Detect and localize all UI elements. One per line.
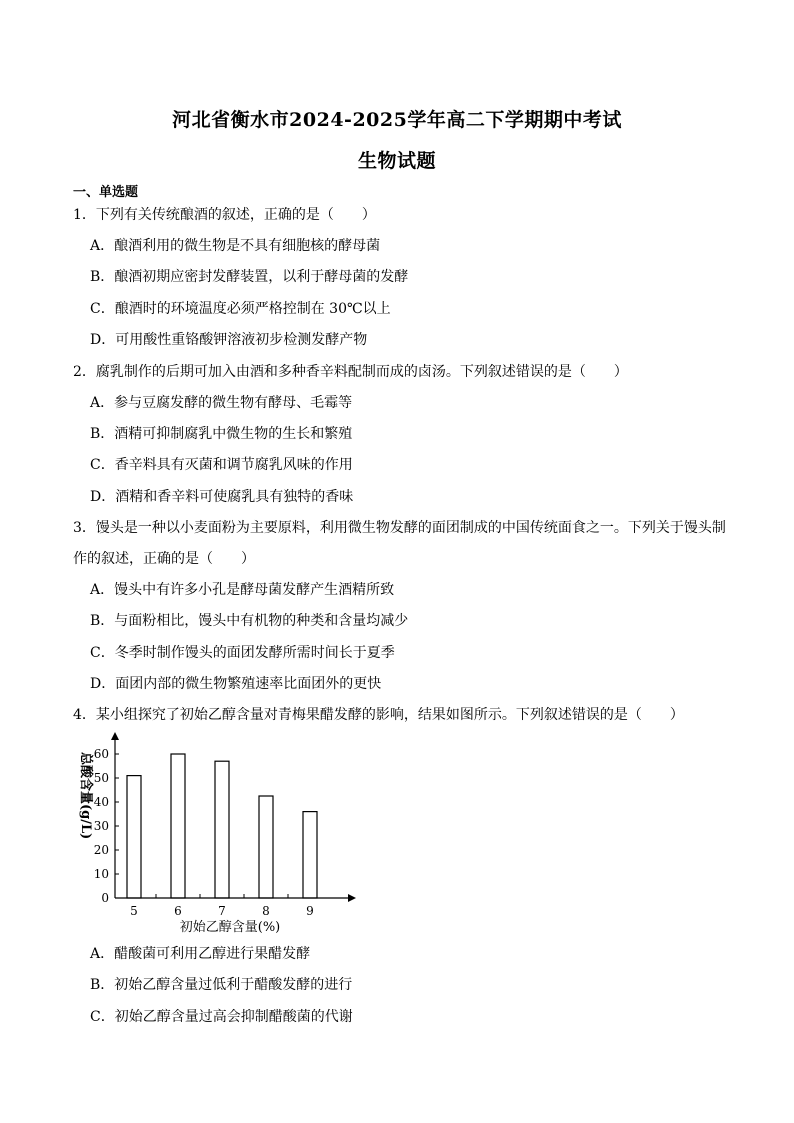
- y-tick-label: 30: [93, 819, 109, 833]
- question-3-stem-line-1: 3．馒头是一种以小麦面粉为主要原料，利用微生物发酵的面团制成的中国传统面食之一。下列关于馒头制: [73, 520, 726, 536]
- section-title: 一、单选题: [73, 185, 139, 200]
- question-2-option-a: A．参与豆腐发酵的微生物有酵母、毛霉等: [90, 395, 353, 411]
- question-2-option-d: D．酒精和香辛料可使腐乳具有独特的香味: [90, 489, 354, 505]
- page-subtitle: 生物试题: [357, 150, 436, 172]
- y-tick-label: 10: [93, 867, 109, 881]
- y-tick-label: 40: [93, 795, 109, 809]
- bar: [259, 796, 273, 898]
- question-2-option-c: C．香辛料具有灭菌和调节腐乳风味的作用: [90, 457, 353, 473]
- question-3-option-a: A．馒头中有许多小孔是酵母菌发酵产生酒精所致: [90, 582, 395, 598]
- question-1-option-a: A．酿酒利用的微生物是不具有细胞核的酵母菌: [90, 238, 381, 254]
- y-axis-label: 总酸含量(g/L): [78, 752, 93, 840]
- question-1-option-c: C．酿酒时的环境温度必须严格控制在 30℃以上: [90, 301, 391, 317]
- question-4-option-a: A．醋酸菌可利用乙醇进行果醋发酵: [90, 946, 311, 962]
- question-2-stem: 2．腐乳制作的后期可加入由酒和多种香辛料配制而成的卤汤。下列叙述错误的是（ ）: [73, 364, 628, 380]
- y-tick-label: 60: [93, 747, 109, 761]
- y-tick-label: 0: [101, 891, 109, 905]
- question-1-option-b: B．酿酒初期应密封发酵装置，以利于酵母菌的发酵: [90, 269, 409, 285]
- question-2-option-b: B．酒精可抑制腐乳中微生物的生长和繁殖: [90, 426, 353, 442]
- bar: [171, 754, 185, 898]
- question-3-option-c: C．冬季时制作馒头的面团发酵所需时间长于夏季: [90, 645, 395, 661]
- x-tick-label: 9: [306, 904, 314, 918]
- page-title: 河北省衡水市2024-2025学年高二下学期期中考试: [172, 109, 622, 131]
- question-3-stem-line-2: 作的叙述，正确的是（ ）: [73, 551, 255, 567]
- bar: [215, 761, 229, 898]
- x-tick-label: 6: [174, 904, 182, 918]
- question-4-option-b: B．初始乙醇含量过低利于醋酸发酵的进行: [90, 977, 353, 993]
- x-tick-label: 8: [262, 904, 270, 918]
- question-3-option-d: D．面团内部的微生物繁殖速率比面团外的更快: [90, 676, 382, 692]
- bar-chart-svg: [70, 730, 370, 940]
- question-4-option-c: C．初始乙醇含量过高会抑制醋酸菌的代谢: [90, 1009, 353, 1025]
- question-4-stem: 4．某小组探究了初始乙醇含量对青梅果醋发酵的影响，结果如图所示。下列叙述错误的是（ ）: [73, 707, 684, 723]
- question-3-option-b: B．与面粉相比，馒头中有机物的种类和含量均减少: [90, 613, 409, 629]
- bar: [127, 776, 141, 898]
- x-axis-label: 初始乙醇含量(%): [179, 920, 281, 935]
- question-1-stem: 1．下列有关传统酿酒的叙述，正确的是（ ）: [73, 207, 376, 223]
- bar-chart: [70, 730, 370, 940]
- x-tick-label: 7: [218, 904, 226, 918]
- y-tick-label: 50: [93, 771, 109, 785]
- y-tick-label: 20: [93, 843, 109, 857]
- question-1-option-d: D．可用酸性重铬酸钾溶液初步检测发酵产物: [90, 332, 368, 348]
- x-tick-label: 5: [130, 904, 138, 918]
- bar: [303, 812, 317, 898]
